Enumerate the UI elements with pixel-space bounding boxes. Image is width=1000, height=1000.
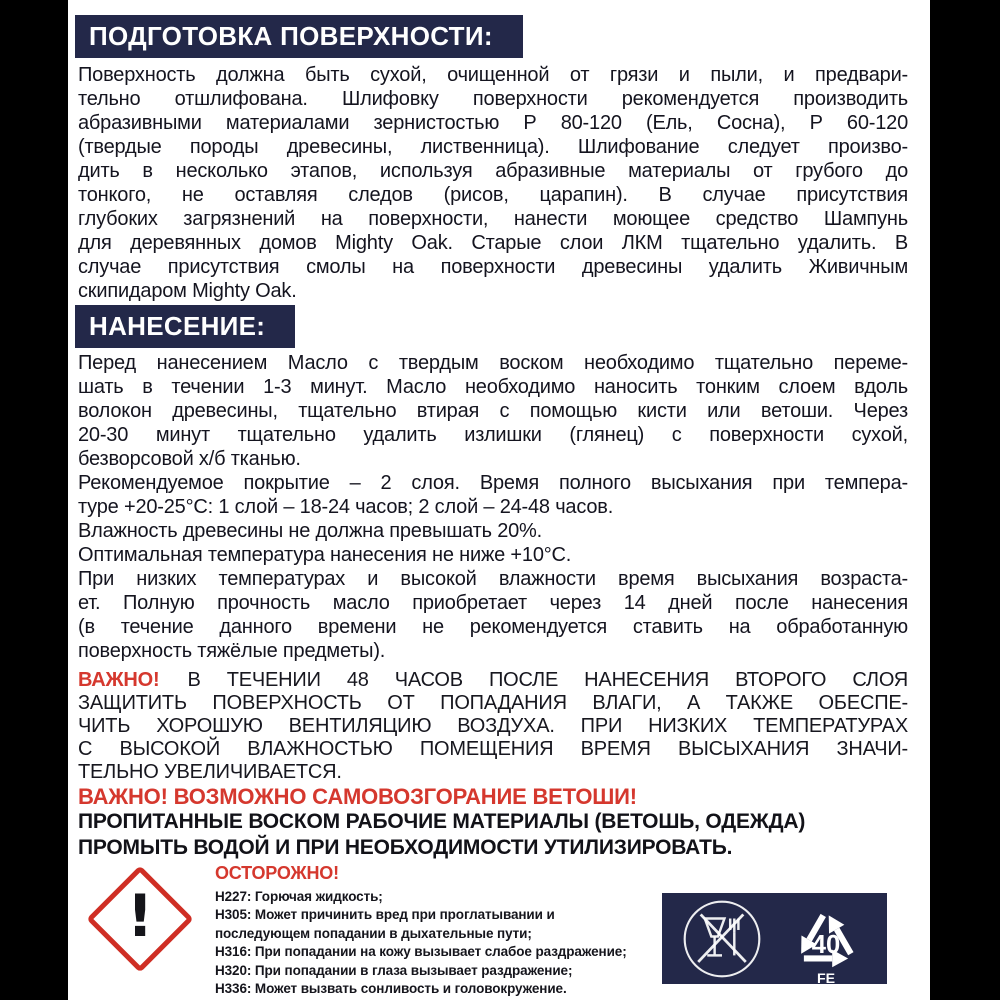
- text-line: туре +20-25°С: 1 слой – 18-24 часов; 2 слой – 24-48 часов.: [78, 496, 614, 518]
- text-line: последующем попадании в дыхательные пути;: [215, 925, 532, 941]
- important-first-line-text: В ТЕЧЕНИИ 48 ЧАСОВ ПОСЛЕ НАНЕСЕНИЯ ВТОРОГО СЛОЯ: [187, 669, 909, 691]
- recycling-triangle: [783, 893, 869, 985]
- icons-box: [662, 893, 887, 984]
- application-text-block: [68, 351, 930, 663]
- exclamation-mark: !: [126, 881, 154, 950]
- caution-heading: ОСТОРОЖНО!: [215, 863, 339, 883]
- text-line: тонкого, не оставляя следов (рисов, царапин). В случае присутствия: [78, 184, 908, 206]
- self-ignition-warning-text: [78, 809, 908, 861]
- text-line: ПРОМЫТЬ ВОДОЙ И ПРИ НЕОБХОДИМОСТИ УТИЛИЗИРОВАТЬ.: [78, 836, 733, 859]
- text-line: шать в течении 1-3 минут. Масло необходимо наносить тонким слоем вдоль: [78, 376, 908, 398]
- text-line: Рекомендуемое покрытие – 2 слоя. Время полного высыхания при темпера-: [78, 472, 908, 494]
- application-paragraph-temperature: [78, 543, 908, 567]
- surface-prep-heading-bar: [68, 0, 930, 58]
- text-line: 20-30 минут тщательно удалить излишки (глянец) с поверхности сухой,: [78, 424, 908, 446]
- recycling-fe40-icon: [783, 893, 869, 985]
- hazard-statements: [215, 888, 665, 998]
- text-line: H305: Может причинить вред при проглатывании и: [215, 907, 555, 923]
- application-paragraph-mixing: [78, 351, 908, 471]
- text-line: Поверхность должна быть сухой, очищенной от грязи и пыли, и предвари-: [78, 64, 908, 86]
- text-line: безворсовой х/б тканью.: [78, 448, 301, 470]
- label-panel: [68, 0, 930, 1000]
- application-paragraph-coats: [78, 471, 908, 519]
- application-paragraph-moisture: [78, 519, 908, 543]
- recycling-material-fe: FE: [816, 969, 835, 985]
- text-line: H320: При попадании в глаза вызывает раздражение;: [215, 962, 573, 978]
- text-line: С ВЫСОКОЙ ВЛАЖНОСТЬЮ ПОМЕЩЕНИЯ ВРЕМЯ ВЫСЫХАНИЯ ЗНАЧИ-: [78, 738, 908, 760]
- text-line: Оптимальная температура нанесения не ниже +10°С.: [78, 544, 572, 566]
- no-food-contact-icon: [681, 898, 763, 980]
- application-paragraph-curing: [78, 567, 908, 663]
- text-line: Влажность древесины не должна превышать 20%.: [78, 520, 542, 542]
- text-line: ет. Полную прочность масло приобретает через 14 дней после нанесения: [78, 592, 908, 614]
- text-line: тельно отшлифована. Шлифовку поверхности рекомендуется производить: [78, 88, 908, 110]
- text-line: ЧИТЬ ХОРОШУЮ ВЕНТИЛЯЦИЮ ВОЗДУХА. ПРИ НИЗКИХ ТЕМПЕРАТУРАХ: [78, 715, 908, 737]
- text-line: (твердые породы древесины, лиственница). Шлифование следует произво-: [78, 136, 908, 158]
- important-note: [78, 669, 908, 784]
- text-line: H316: При попадании на кожу вызывает слабое раздражение;: [215, 944, 627, 960]
- application-heading-bar: [68, 305, 930, 348]
- caution-text-block: [215, 863, 665, 998]
- text-line: дить в несколько этапов, используя абразивные материалы от грубого до: [78, 160, 908, 182]
- text-line: волокон древесины, тщательно втирая с помощью кисти или ветоши. Через: [78, 400, 908, 422]
- text-line: ТЕЛЬНО УВЕЛИЧИВАЕТСЯ.: [78, 761, 342, 783]
- text-line: случае присутствия смолы на поверхности древесины удалить Живичным: [78, 256, 908, 278]
- text-line: глубоких загрязнений на поверхности, нанести моющее средство Шампунь: [78, 208, 908, 230]
- surface-prep-paragraph: [78, 63, 908, 303]
- recycling-code-40: 40: [811, 930, 840, 959]
- application-heading: НАНЕСЕНИЕ:: [75, 305, 295, 348]
- ghs07-exclamation-icon: [92, 871, 188, 967]
- text-line: абразивными материалами зернистостью Р 80-120 (Ель, Сосна), Р 60-120: [78, 112, 908, 134]
- caution-section: [68, 861, 930, 1000]
- text-line: ЗАЩИТИТЬ ПОВЕРХНОСТЬ ОТ ПОПАДАНИЯ ВЛАГИ, А ТАКЖЕ ОБЕСПЕ-: [78, 692, 908, 714]
- important-label: ВАЖНО!: [78, 669, 160, 691]
- text-line: Перед нанесением Масло с твердым воском необходимо тщательно переме-: [78, 352, 908, 374]
- surface-prep-heading: ПОДГОТОВКА ПОВЕРХНОСТИ:: [75, 15, 523, 58]
- text-line: (в течение данного времени не рекомендуется ставить на обработанную: [78, 616, 908, 638]
- text-line: ПРОПИТАННЫЕ ВОСКОМ РАБОЧИЕ МАТЕРИАЛЫ (ВЕТОШЬ, ОДЕЖДА): [78, 810, 806, 833]
- text-line: для деревянных домов Mighty Oak. Старые слои ЛКМ тщательно удалить. В: [78, 232, 908, 254]
- self-ignition-warning-title: ВАЖНО! ВОЗМОЖНО САМОВОЗГОРАНИЕ ВЕТОШИ!: [78, 784, 637, 809]
- text-line: H227: Горючая жидкость;: [215, 889, 383, 904]
- important-note-first-line: [78, 669, 908, 692]
- important-note-rest: [78, 692, 908, 784]
- text-line: H336: Может вызвать сонливость и головокружение.: [215, 981, 567, 997]
- text-line: скипидаром Mighty Oak.: [78, 280, 297, 302]
- ghs-diamond-border: [86, 865, 193, 972]
- text-line: поверхность тяжёлые предметы).: [78, 640, 386, 662]
- text-line: При низких температурах и высокой влажности время высыхания возраста-: [78, 568, 908, 590]
